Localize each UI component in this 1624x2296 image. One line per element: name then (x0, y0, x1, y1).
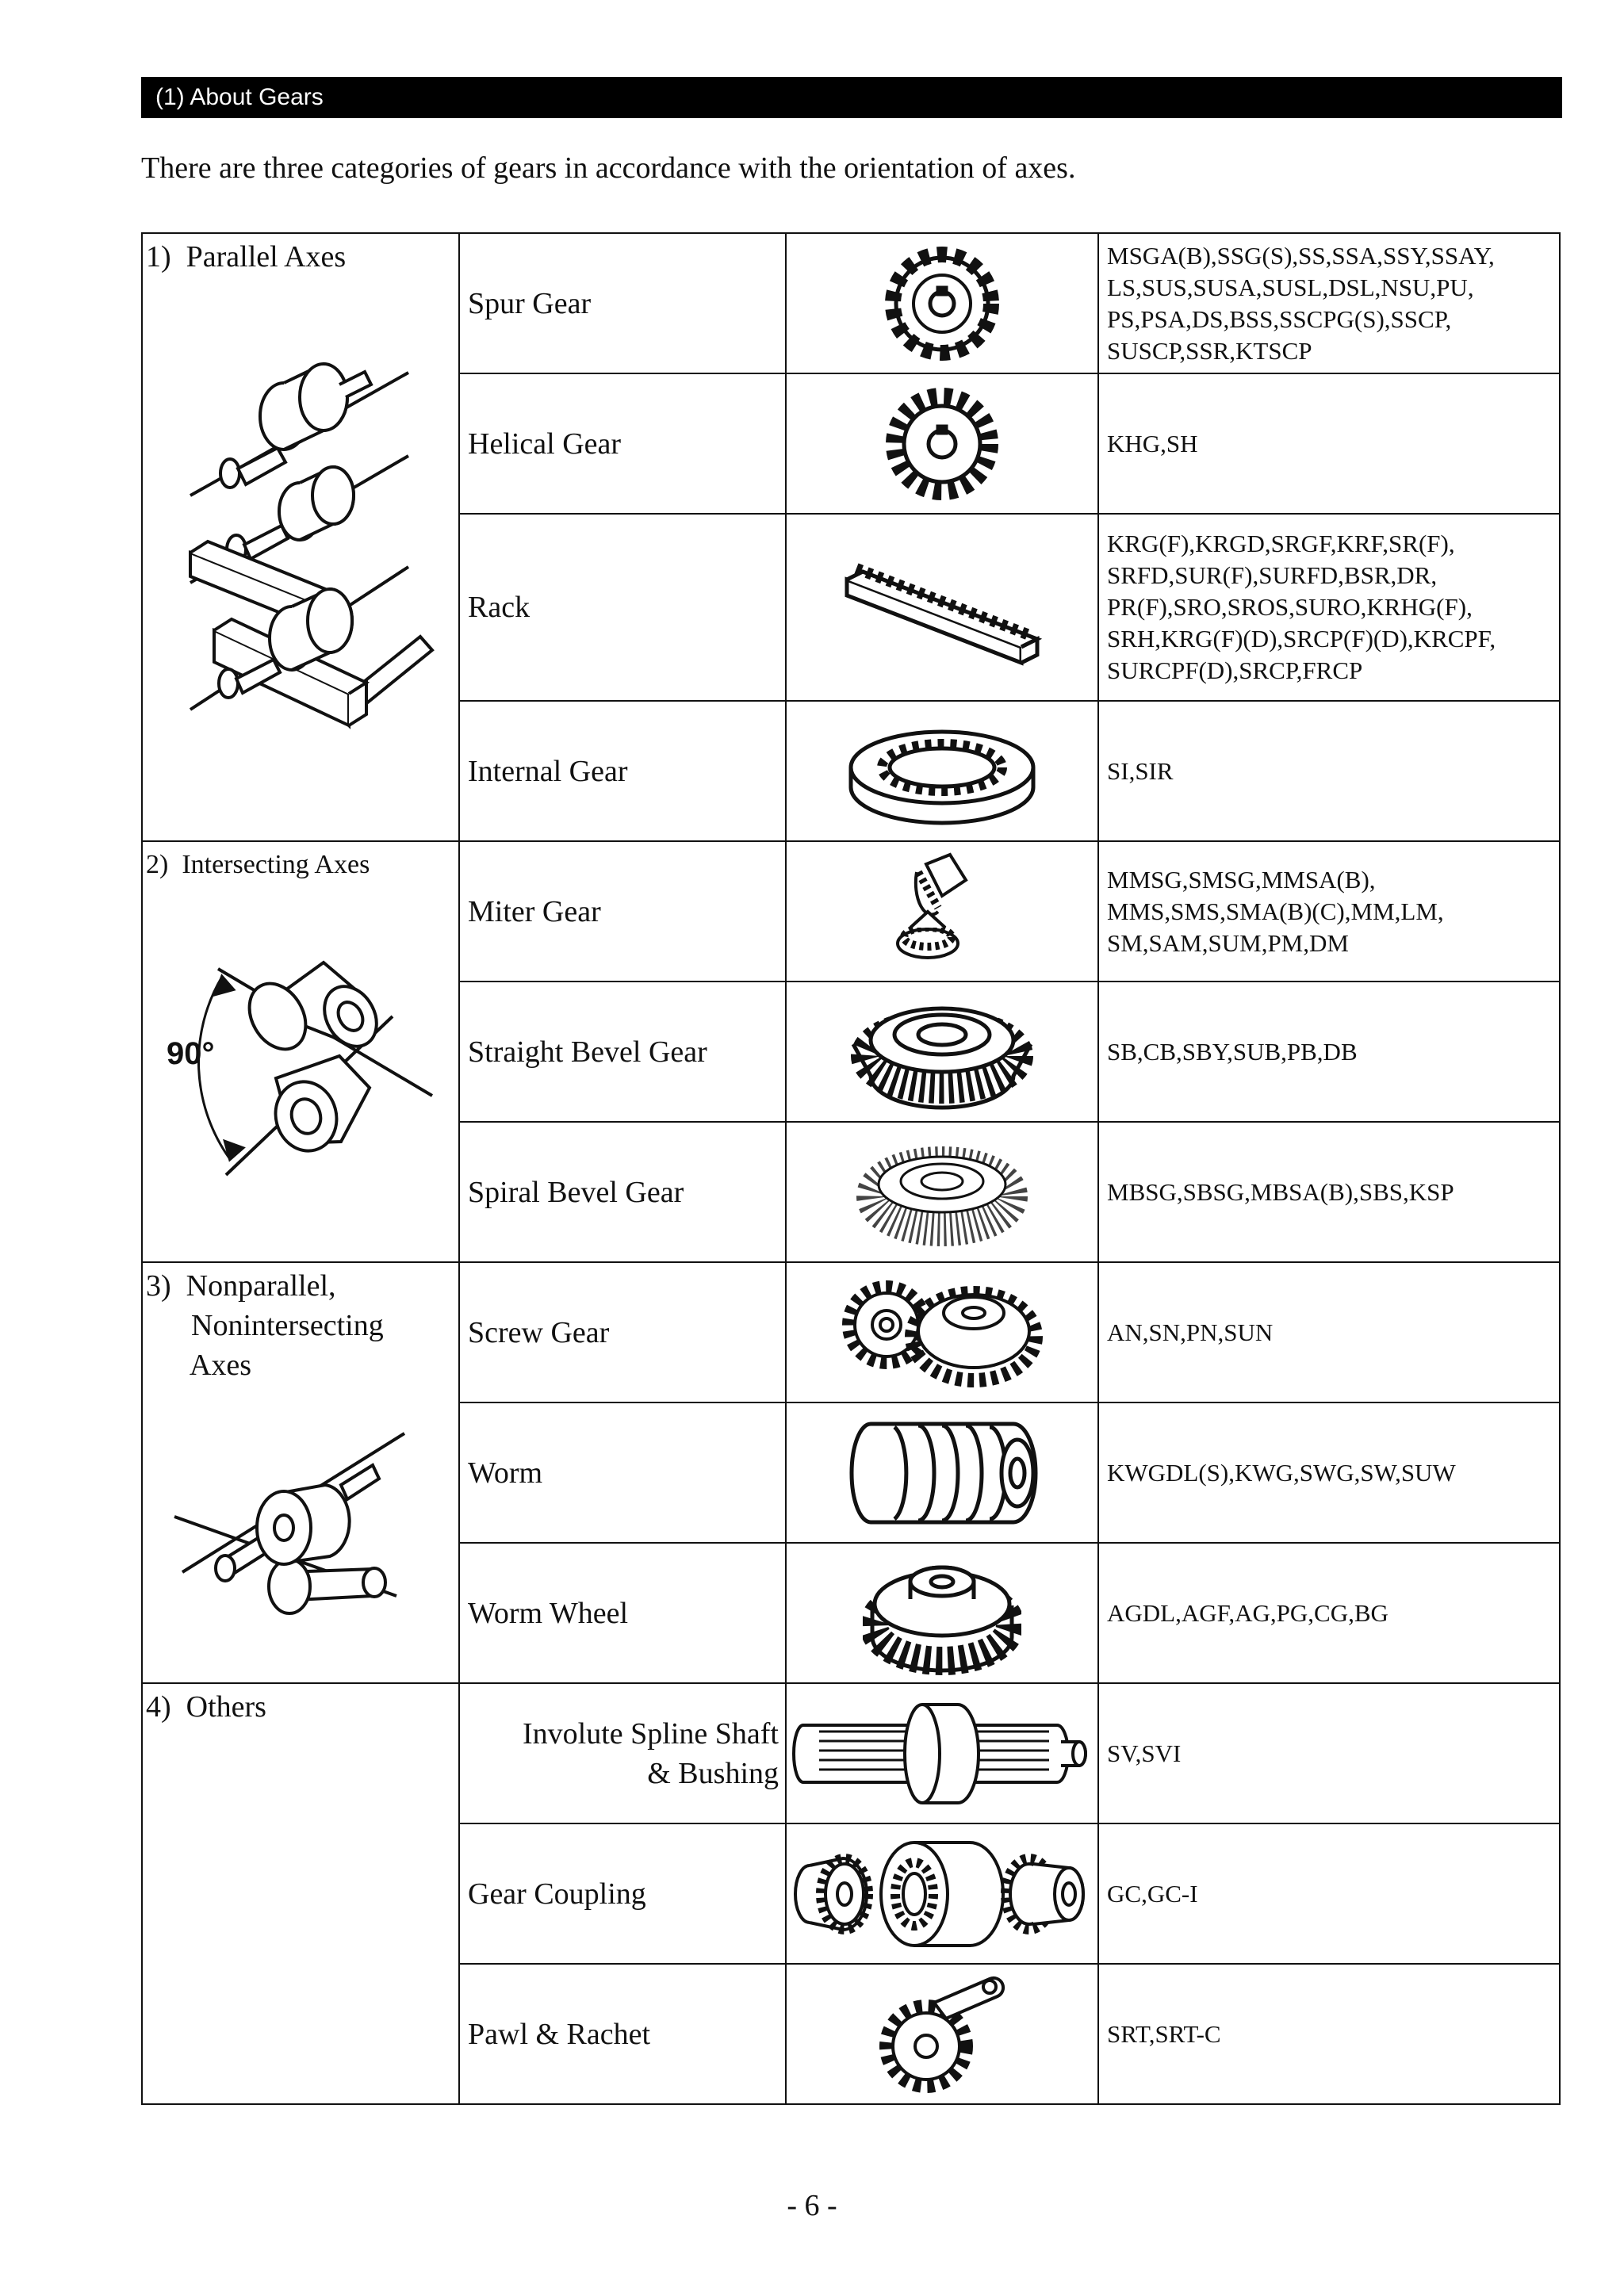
gear-name: Internal Gear (459, 701, 786, 841)
intersecting-axes-icon (143, 890, 460, 1191)
spur-gear-icon (875, 240, 1009, 367)
angle-label: 90° (167, 1036, 215, 1071)
product-codes: SV,SVI (1098, 1683, 1560, 1823)
gear-name: Spur Gear (459, 233, 786, 373)
section-title: (1) About Gears (155, 84, 324, 110)
gear-name-line-1: Involute Spline Shaft (523, 1716, 779, 1751)
rack-icon (839, 548, 1045, 667)
product-codes: AGDL,AGF,AG,PG,CG,BG (1098, 1543, 1560, 1683)
product-codes: SRT,SRT-C (1098, 1964, 1560, 2104)
table-row (142, 1683, 1560, 1823)
gear-name: Screw Gear (459, 1262, 786, 1402)
product-codes: KHG,SH (1098, 373, 1560, 514)
product-codes: SI,SIR (1098, 701, 1560, 841)
intro-text: There are three categories of gears in accordance with the orientation of axes. (141, 151, 1076, 185)
product-codes: KRG(F),KRGD,SRGF,KRF,SR(F), SRFD,SUR(F),SURFD,BSR,DR, PR(F),SRO,SROS,SURO,KRHG(F), SRH,KRG(F)(D),SRCP(F)(D),KRCPF, SURCPF(D),SRCP,FRCP (1098, 514, 1560, 701)
worm-icon (839, 1410, 1045, 1536)
gear-name: Helical Gear (459, 373, 786, 514)
gear-name: Straight Bevel Gear (459, 982, 786, 1122)
gear-classification-table (141, 232, 1561, 2105)
gear-name: Worm (459, 1402, 786, 1543)
internal-gear-icon (839, 712, 1045, 831)
parallel-axes-icon (143, 297, 460, 773)
pawl-ratchet-icon (871, 1971, 1013, 2098)
product-codes: GC,GC-I (1098, 1823, 1560, 1964)
gear-name: Gear Coupling (459, 1823, 786, 1964)
table-row (142, 1262, 1560, 1402)
gear-name: Rack (459, 514, 786, 701)
gear-name: Spiral Bevel Gear (459, 1122, 786, 1262)
worm-wheel-icon (863, 1550, 1021, 1677)
spline-shaft-icon (787, 1698, 1097, 1809)
nonparallel-axes-icon (143, 1398, 460, 1651)
gear-name: Worm Wheel (459, 1543, 786, 1683)
product-codes: AN,SN,PN,SUN (1098, 1262, 1560, 1402)
table-row (142, 233, 1560, 373)
category-label: 1) Parallel Axes (146, 240, 347, 274)
helical-gear-icon (879, 381, 1005, 507)
gear-name: Miter Gear (459, 841, 786, 982)
section-title-bar (141, 77, 1562, 118)
product-codes: MMSG,SMSG,MMSA(B), MMS,SMS,SMA(B)(C),MM,LM, SM,SAM,SUM,PM,DM (1098, 841, 1560, 982)
category-cell-others (142, 1683, 459, 2104)
miter-gear-icon (894, 848, 990, 975)
category-cell-nonparallel (142, 1262, 459, 1683)
gear-coupling-icon (787, 1835, 1097, 1954)
screw-gear-icon (831, 1269, 1053, 1396)
category-label: 3) Nonparallel, Nonintersecting Axes (146, 1269, 384, 1382)
category-label: 4) Others (146, 1690, 266, 1724)
gear-name: Pawl & Rachet (459, 1964, 786, 2104)
category-cell-intersecting (142, 841, 459, 1262)
gear-name-line-2: & Bushing (647, 1756, 779, 1790)
table-row (142, 841, 1560, 982)
category-label: 2) Intersecting Axes (146, 850, 370, 879)
product-codes: MSGA(B),SSG(S),SS,SSA,SSY,SSAY, LS,SUS,SUSA,SUSL,DSL,NSU,PU, PS,PSA,DS,BSS,SSCPG(S),SSCP, SUSCP,SSR,KTSCP (1098, 233, 1560, 373)
page-number: - 6 - (787, 2189, 837, 2222)
straight-bevel-gear-icon (839, 989, 1045, 1115)
product-codes: MBSG,SBSG,MBSA(B),SBS,KSP (1098, 1122, 1560, 1262)
gear-name (459, 1683, 786, 1823)
product-codes: SB,CB,SBY,SUB,PB,DB (1098, 982, 1560, 1122)
category-cell-parallel (142, 233, 459, 841)
product-codes: KWGDL(S),KWG,SWG,SW,SUW (1098, 1402, 1560, 1543)
spiral-bevel-gear-icon (847, 1133, 1037, 1252)
